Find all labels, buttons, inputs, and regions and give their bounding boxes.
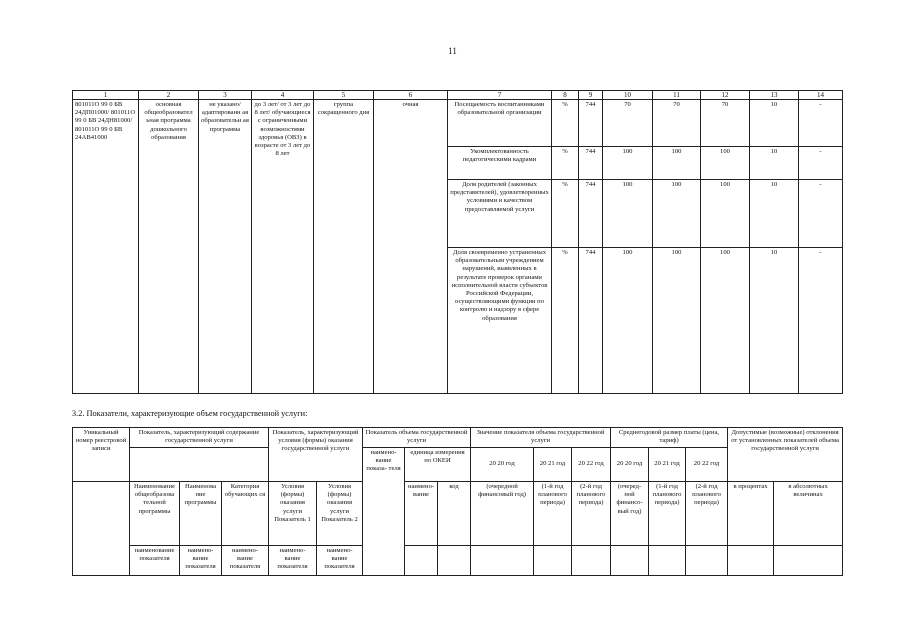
blank-cell <box>774 546 843 576</box>
volume-header: Показатель объема государственной услуги <box>363 428 471 448</box>
group-type-cell: группа сокращенного дня <box>314 100 374 394</box>
price-header: Среднегодовой размер платы (цена, тариф) <box>611 428 728 448</box>
blank-cell <box>728 546 774 576</box>
year-sub-header: (2-й год планового периода) <box>572 482 611 546</box>
header-row <box>73 546 843 576</box>
column-number-row <box>73 91 843 100</box>
blank-cell <box>438 546 471 576</box>
blank-cell <box>572 546 611 576</box>
absolute-header: в абсолютных величинах <box>774 482 843 546</box>
volume-indicators-table <box>72 427 843 576</box>
condition1-header: Условия (формы) оказания услуги Показатель 1 <box>269 482 317 546</box>
indicator-code: 744 <box>579 100 603 147</box>
condition2-header: Условия (формы) оказания услуги Показатель 2 <box>317 482 363 546</box>
indicator-value: 100 <box>653 147 701 180</box>
indicator-value: 100 <box>701 147 750 180</box>
price-sub-header: (очеред- ной финансо- вый год) <box>611 482 649 546</box>
indicator-unit: % <box>552 147 579 180</box>
indicator-value: 70 <box>653 100 701 147</box>
year-sub-header: (1-й год планового периода) <box>534 482 572 546</box>
price-year-header: 20 22 год <box>686 448 728 482</box>
indicator-deviation: 10 <box>750 180 799 248</box>
col-number: 12 <box>701 91 750 100</box>
page-number: 11 <box>448 46 457 56</box>
col-number: 7 <box>448 91 552 100</box>
price-sub-header: (2-й год планового периода) <box>686 482 728 546</box>
indicator-unit: % <box>552 180 579 248</box>
indicator-value: 100 <box>603 180 653 248</box>
registry-number-cell: 801011О 99 0 БВ 24ДП01000/ 801011О 99 0 БВ 24ДН81000/ 801011О 99 0 БВ 24АВ41000 <box>73 100 139 394</box>
deviation-header: Допустимые (возможные) отклонения от установленных показателей объема государственной услуги <box>728 428 843 482</box>
indicator-value: 70 <box>603 100 653 147</box>
unit-header: единица измерения по ОКЕИ <box>405 448 471 482</box>
age-category-cell: до 3 лет/ от 3 лет до 8 лет/ обучающиеся с ограниченными возможностями здоровья (ОВЗ) в возрасте от 3 лет до 8 лет <box>252 100 314 394</box>
year-header: 20 20 год <box>471 448 534 482</box>
quality-indicators-table <box>72 90 843 394</box>
price-year-header: 20 21 год <box>649 448 686 482</box>
indicator-value: 70 <box>701 100 750 147</box>
program-cell: основная общеобразовател ьная программа дошкольного образования <box>139 100 199 394</box>
blank-cell <box>649 546 686 576</box>
program-header: Наименование общеобразова тельной программы <box>130 482 180 546</box>
col-number: 5 <box>314 91 374 100</box>
indicator-value: 100 <box>701 248 750 394</box>
col-number: 3 <box>199 91 252 100</box>
indicator-name-label: наимено- вание показателя <box>180 546 222 576</box>
indicator-name-header: наимено- вание показа- теля <box>363 448 405 576</box>
blank-cell <box>405 546 438 576</box>
col-number: 14 <box>799 91 843 100</box>
indicator-code: 744 <box>579 147 603 180</box>
section-title: 3.2. Показатели, характеризующие объем государственной услуги: <box>72 409 308 418</box>
col-number: 6 <box>374 91 448 100</box>
blank-cell <box>73 482 130 576</box>
indicator-name: Укомплектованность педагогическими кадрами <box>448 147 552 180</box>
indicator-deviation: 10 <box>750 100 799 147</box>
indicator-name: Доля родителей (законных представителей), удовлетворенных условиями и качеством предоставляемой услуги <box>448 180 552 248</box>
indicator-name-label: наименование показателя <box>130 546 180 576</box>
table-row <box>73 100 843 147</box>
indicator-absolute: - <box>799 248 843 394</box>
indicator-absolute: - <box>799 180 843 248</box>
blank-cell <box>611 546 649 576</box>
indicator-deviation: 10 <box>750 248 799 394</box>
indicator-value: 100 <box>603 147 653 180</box>
indicator-absolute: - <box>799 147 843 180</box>
indicator-name: Посещаемость воспитанниками образовательной организации <box>448 100 552 147</box>
indicator-absolute: - <box>799 100 843 147</box>
category-header: Категория обучающих ся <box>222 482 269 546</box>
blank-cell <box>534 546 572 576</box>
col-number: 9 <box>579 91 603 100</box>
header-row <box>73 428 843 448</box>
indicator-unit: % <box>552 248 579 394</box>
col-number: 2 <box>139 91 199 100</box>
percent-header: в процентах <box>728 482 774 546</box>
conditions-header: Показатель, характеризующий условия (формы) оказания государственной услуги <box>269 428 363 482</box>
indicator-name-label: наимено- вание показателя <box>269 546 317 576</box>
col-number: 1 <box>73 91 139 100</box>
indicator-name-label: наимено- вание показателя <box>222 546 269 576</box>
header-row <box>73 482 843 546</box>
blank-cell <box>686 546 728 576</box>
price-sub-header: (1-й год планового периода) <box>649 482 686 546</box>
content-header: Показатель, характеризующий содержание государственной услуги <box>130 428 269 448</box>
header-row <box>73 448 843 482</box>
col-number: 13 <box>750 91 799 100</box>
col-number: 4 <box>252 91 314 100</box>
programs-header: Наименова ние программы <box>180 482 222 546</box>
values-header: Значение показателя объема государственной услуги <box>471 428 611 448</box>
price-year-header: 20 20 год <box>611 448 649 482</box>
col-number: 11 <box>653 91 701 100</box>
indicator-deviation: 10 <box>750 147 799 180</box>
unit-name-header: наимено- вание <box>405 482 438 546</box>
indicator-name: Доля своевременно устраненных образовательным учреждением нарушений, выявленных в результате проверок органами исполнительной власти субъектов Российской Федерации, осуществляющими функции по контролю и надзору в сфере образования <box>448 248 552 394</box>
form-cell: очная <box>374 100 448 394</box>
program-type-cell: не указано/ адаптированн ая образовательн ая программа <box>199 100 252 394</box>
indicator-code: 744 <box>579 248 603 394</box>
year-sub-header: (очередной финансовый год) <box>471 482 534 546</box>
indicator-code: 744 <box>579 180 603 248</box>
blank-cell <box>130 448 269 482</box>
indicator-value: 100 <box>603 248 653 394</box>
blank-cell <box>471 546 534 576</box>
year-header: 20 21 год <box>534 448 572 482</box>
col-number: 10 <box>603 91 653 100</box>
unit-code-header: код <box>438 482 471 546</box>
indicator-value: 100 <box>653 248 701 394</box>
indicator-unit: % <box>552 100 579 147</box>
col-number: 8 <box>552 91 579 100</box>
indicator-value: 100 <box>653 180 701 248</box>
year-header: 20 22 год <box>572 448 611 482</box>
indicator-value: 100 <box>701 180 750 248</box>
indicator-name-label: наимено- вание показателя <box>317 546 363 576</box>
unique-number-header: Уникальный номер реестровой записи <box>73 428 130 482</box>
